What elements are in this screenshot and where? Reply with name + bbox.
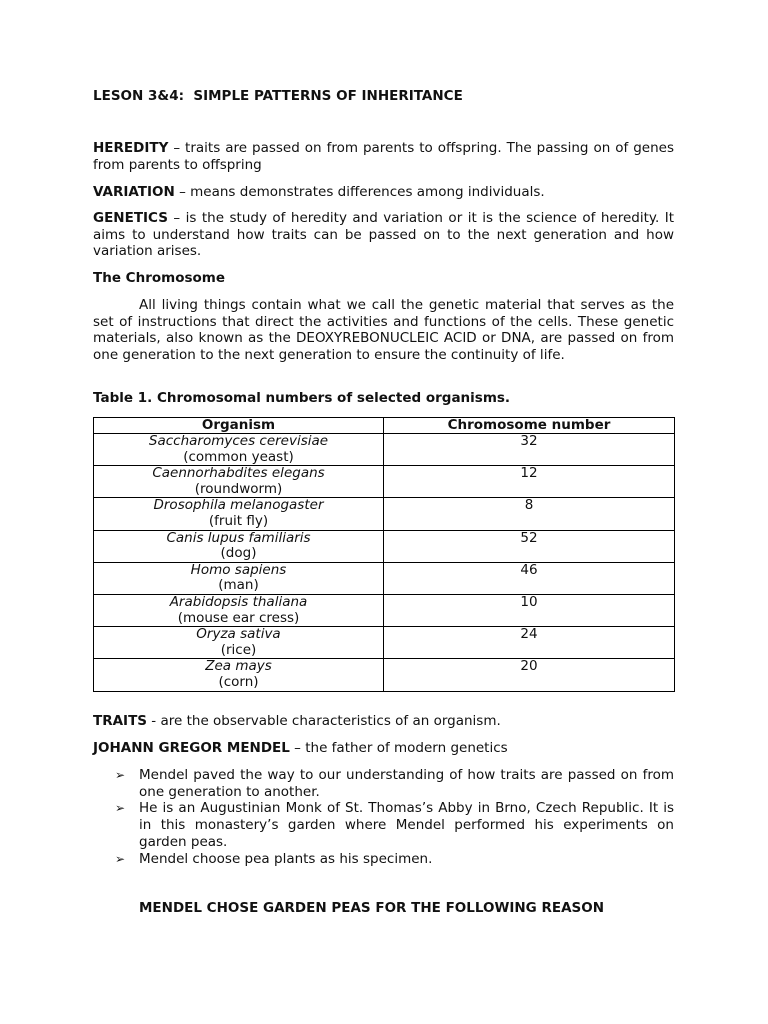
table-row	[94, 434, 675, 466]
scientific-name: Canis lupus familiaris	[166, 529, 311, 546]
chromosome-table	[93, 417, 675, 692]
bullet-text: Mendel paved the way to our understanding of how traits are passed on from one generation to another.	[139, 767, 674, 800]
scientific-name: Homo sapiens	[190, 561, 287, 578]
traits-term: TRAITS	[93, 713, 148, 729]
chromosome-number-cell: 32	[384, 434, 675, 466]
variation-text: – means demonstrates differences among individuals.	[174, 184, 545, 200]
common-name: (mouse ear cress)	[177, 609, 300, 626]
organism-cell	[94, 562, 384, 594]
traits-definition	[93, 713, 674, 730]
genetics-term: GENETICS	[93, 210, 168, 226]
variation-term: VARIATION	[93, 184, 175, 200]
mendel-definition	[93, 740, 674, 757]
table-row	[94, 594, 675, 626]
organism-cell	[94, 498, 384, 530]
arrow-bullet-icon: ➢	[115, 768, 126, 782]
heredity-text: – traits are passed on from parents to offspring. The passing on of genes from parents to offspring	[93, 140, 674, 173]
header-organism: Organism	[94, 418, 384, 434]
header-chromosome-number: Chromosome number	[384, 418, 675, 434]
reason-heading: MENDEL CHOSE GARDEN PEAS FOR THE FOLLOWING REASON	[139, 900, 605, 916]
table-row	[94, 530, 675, 562]
mendel-term: JOHANN GREGOR MENDEL	[93, 740, 290, 756]
scientific-name: Caennorhabdites elegans	[152, 465, 325, 482]
table-row	[94, 466, 675, 498]
scientific-name: Zea mays	[205, 658, 272, 675]
bullet-item	[93, 800, 674, 850]
arrow-bullet-icon: ➢	[115, 801, 126, 816]
table-row	[94, 659, 675, 691]
genetics-text: – is the study of heredity and variation or it is the science of heredity. It aims to understand how traits can be passed on to the next generation and how variation arises.	[93, 210, 674, 260]
table-row	[94, 562, 675, 594]
chromosome-number-cell: 8	[384, 498, 675, 530]
scientific-name: Oryza sativa	[196, 626, 281, 643]
traits-text: - are the observable characteristics of an organism.	[147, 713, 501, 729]
chromosome-number-cell: 12	[384, 466, 675, 498]
common-name: (fruit fly)	[208, 512, 269, 529]
common-name: (roundworm)	[194, 480, 283, 497]
scientific-name: Drosophila melanogaster	[153, 497, 324, 514]
mendel-bullet-list	[93, 767, 674, 867]
organism-cell	[94, 627, 384, 659]
chromosome-number-cell: 10	[384, 594, 675, 626]
chromosome-number-cell: 20	[384, 659, 675, 691]
chromosome-heading: The Chromosome	[93, 270, 226, 286]
chromosome-paragraph: All living things contain what we call the genetic material that serves as the set of instructions that direct the activities and functions of the cells. These genetic materials, also known as the DEOXYREBONUCLEIC ACID or DNA, are passed on from one generation to the next generation to ensure the continuity of life.	[93, 297, 674, 364]
bullet-text: Mendel choose pea plants as his specimen.	[139, 850, 433, 867]
chromosome-number-cell: 52	[384, 530, 675, 562]
organism-cell	[94, 659, 384, 691]
table-caption: Table 1. Chromosomal numbers of selected organisms.	[93, 390, 511, 406]
arrow-bullet-icon: ➢	[115, 851, 126, 866]
heredity-term: HEREDITY	[93, 140, 169, 156]
mendel-text: – the father of modern genetics	[289, 740, 508, 756]
bullet-item	[93, 851, 674, 868]
organism-cell	[94, 594, 384, 626]
bullet-item	[93, 767, 674, 800]
chromosome-number-cell: 24	[384, 627, 675, 659]
organism-cell	[94, 434, 384, 466]
scientific-name: Saccharomyces cerevisiae	[148, 433, 329, 449]
organism-cell	[94, 530, 384, 562]
heredity-definition	[93, 140, 674, 173]
common-name: (rice)	[220, 641, 257, 658]
bullet-text: He is an Augustinian Monk of St. Thomas’s Abby in Brno, Czech Republic. It is in this monastery’s garden where Mendel performed his experiments on garden peas.	[139, 800, 674, 850]
organism-cell	[94, 466, 384, 498]
genetics-definition	[93, 210, 674, 260]
common-name: (corn)	[218, 673, 259, 690]
chromosome-number-cell: 46	[384, 562, 675, 594]
common-name: (dog)	[220, 545, 257, 562]
common-name: (man)	[218, 577, 259, 594]
table-row	[94, 498, 675, 530]
lesson-title: LESON 3&4: SIMPLE PATTERNS OF INHERITANCE	[93, 88, 463, 104]
table-header-row	[94, 418, 675, 434]
variation-definition	[93, 184, 674, 201]
table-row	[94, 627, 675, 659]
common-name: (common yeast)	[183, 448, 294, 465]
scientific-name: Arabidopsis thaliana	[169, 593, 308, 610]
